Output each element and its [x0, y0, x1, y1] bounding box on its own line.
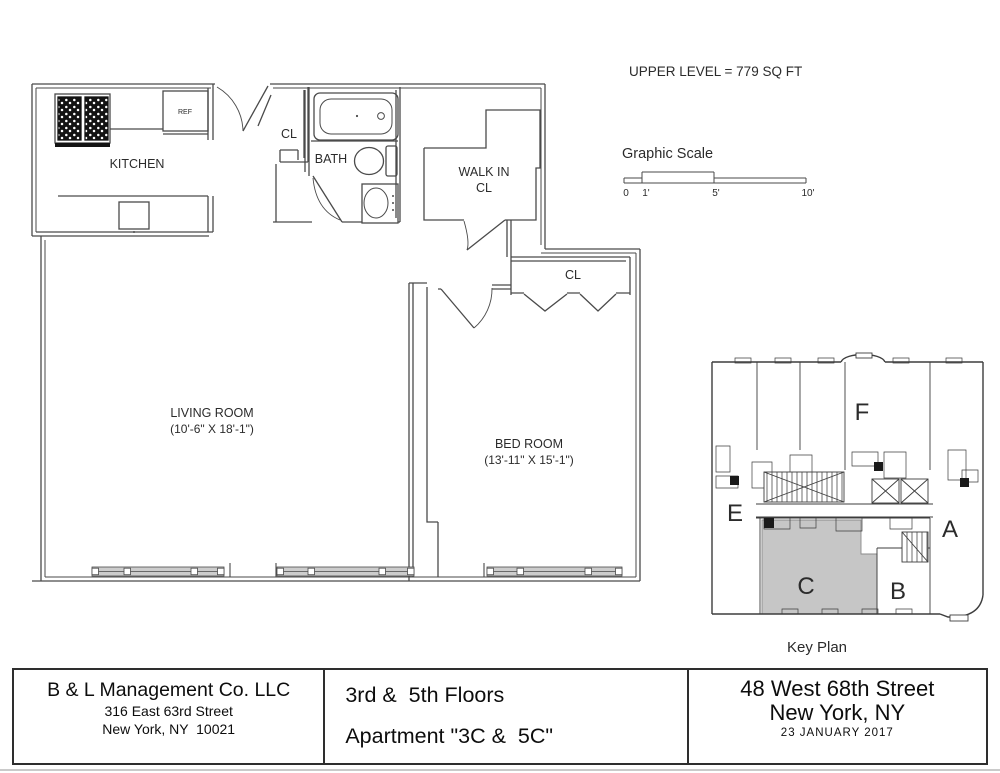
scale-tick-0: 0 [623, 188, 629, 199]
living-room-window-1 [92, 567, 224, 576]
bathtub-drain [356, 115, 358, 117]
bedroom-closet [511, 257, 630, 311]
windows [92, 563, 622, 577]
title-block-address [689, 670, 986, 763]
address-date: 23 JANUARY 2017 [780, 727, 894, 739]
apartment-label: Apartment "3C & 5C" [345, 724, 553, 748]
stove-handle [55, 143, 110, 147]
living-room-window-2 [277, 567, 414, 576]
bathtub-inner [320, 99, 392, 134]
walkin-closet-label-line1: WALK IN [458, 165, 510, 179]
bedroom-door-leaf [441, 289, 474, 328]
refrigerator-label: REF [178, 109, 192, 116]
key-plan-caption: Key Plan [786, 639, 848, 656]
bifold-door-right [580, 294, 616, 311]
key-plan [712, 353, 983, 621]
management-city: New York, NY 10021 [102, 721, 236, 737]
kitchen-label: KITCHEN [109, 157, 165, 171]
vestibule-post [507, 220, 511, 257]
scale-bar [624, 172, 806, 183]
area-note: UPPER LEVEL = 779 SQ FT [629, 64, 803, 79]
scale-tick-5: 5' [712, 188, 720, 199]
stove-burner-left-icon [58, 97, 81, 140]
key-plan-upper-walls [757, 362, 930, 470]
entry-door-arc [217, 87, 243, 131]
key-plan-highlight-unit-c [762, 520, 877, 614]
key-plan-interior-rooms [716, 446, 978, 531]
kitchen-sink-drain [133, 231, 135, 233]
scan-edge-artifact [0, 769, 1000, 771]
bedroom-door-arc [474, 288, 492, 328]
address-street: 48 West 68th Street [740, 676, 935, 701]
stove-burner-right-icon [85, 97, 108, 140]
scale-tick-1: 1' [642, 188, 650, 199]
address-city: New York, NY [769, 700, 906, 725]
graphic-scale-title: Graphic Scale [622, 146, 714, 162]
walkin-door-arc [464, 221, 468, 250]
bath-door-arc [313, 178, 340, 220]
bedroom-closet-label: CL [565, 268, 581, 282]
key-plan-elevators [872, 479, 928, 503]
key-plan-corridor [756, 504, 933, 517]
toilet-bowl [355, 148, 384, 175]
bath-label: BATH [314, 152, 348, 166]
management-name: B & L Management Co. LLC [47, 679, 291, 701]
living-room-label: LIVING ROOM [170, 406, 254, 420]
bath-door-leaf [313, 176, 342, 222]
bedroom [409, 283, 511, 581]
bedroom-window [487, 567, 622, 576]
key-plan-unit-b: B [889, 578, 907, 605]
bedroom-dim: (13'-11" X 15'-1") [484, 453, 574, 467]
walkin-closet-label-line2: CL [476, 181, 492, 195]
key-plan-unit-e: E [726, 500, 744, 527]
walkin-door-leaf [467, 220, 505, 250]
management-street: 316 East 63rd Street [104, 703, 233, 719]
living-room-dim: (10'-6" X 18'-1") [170, 422, 254, 436]
floors-label: 3rd & 5th Floors [345, 683, 505, 707]
kitchen-sink [119, 202, 149, 229]
title-block-management [14, 670, 323, 763]
graphic-scale [622, 146, 815, 199]
key-plan-unit-f: F [854, 399, 870, 426]
key-plan-unit-a: A [941, 516, 959, 543]
scale-tick-10: 10' [801, 188, 815, 199]
entry [217, 86, 268, 131]
kitchen-right-wall [208, 84, 213, 140]
bifold-door-left [524, 294, 567, 311]
entry-door-leaf [243, 86, 268, 131]
entry-closet-label: CL [281, 127, 297, 141]
bath-sink-basin [364, 188, 388, 218]
title-block-apartment [323, 670, 688, 763]
bedroom-label: BED ROOM [494, 437, 564, 451]
title-block [12, 668, 988, 765]
key-plan-unit-c: C [797, 573, 815, 600]
